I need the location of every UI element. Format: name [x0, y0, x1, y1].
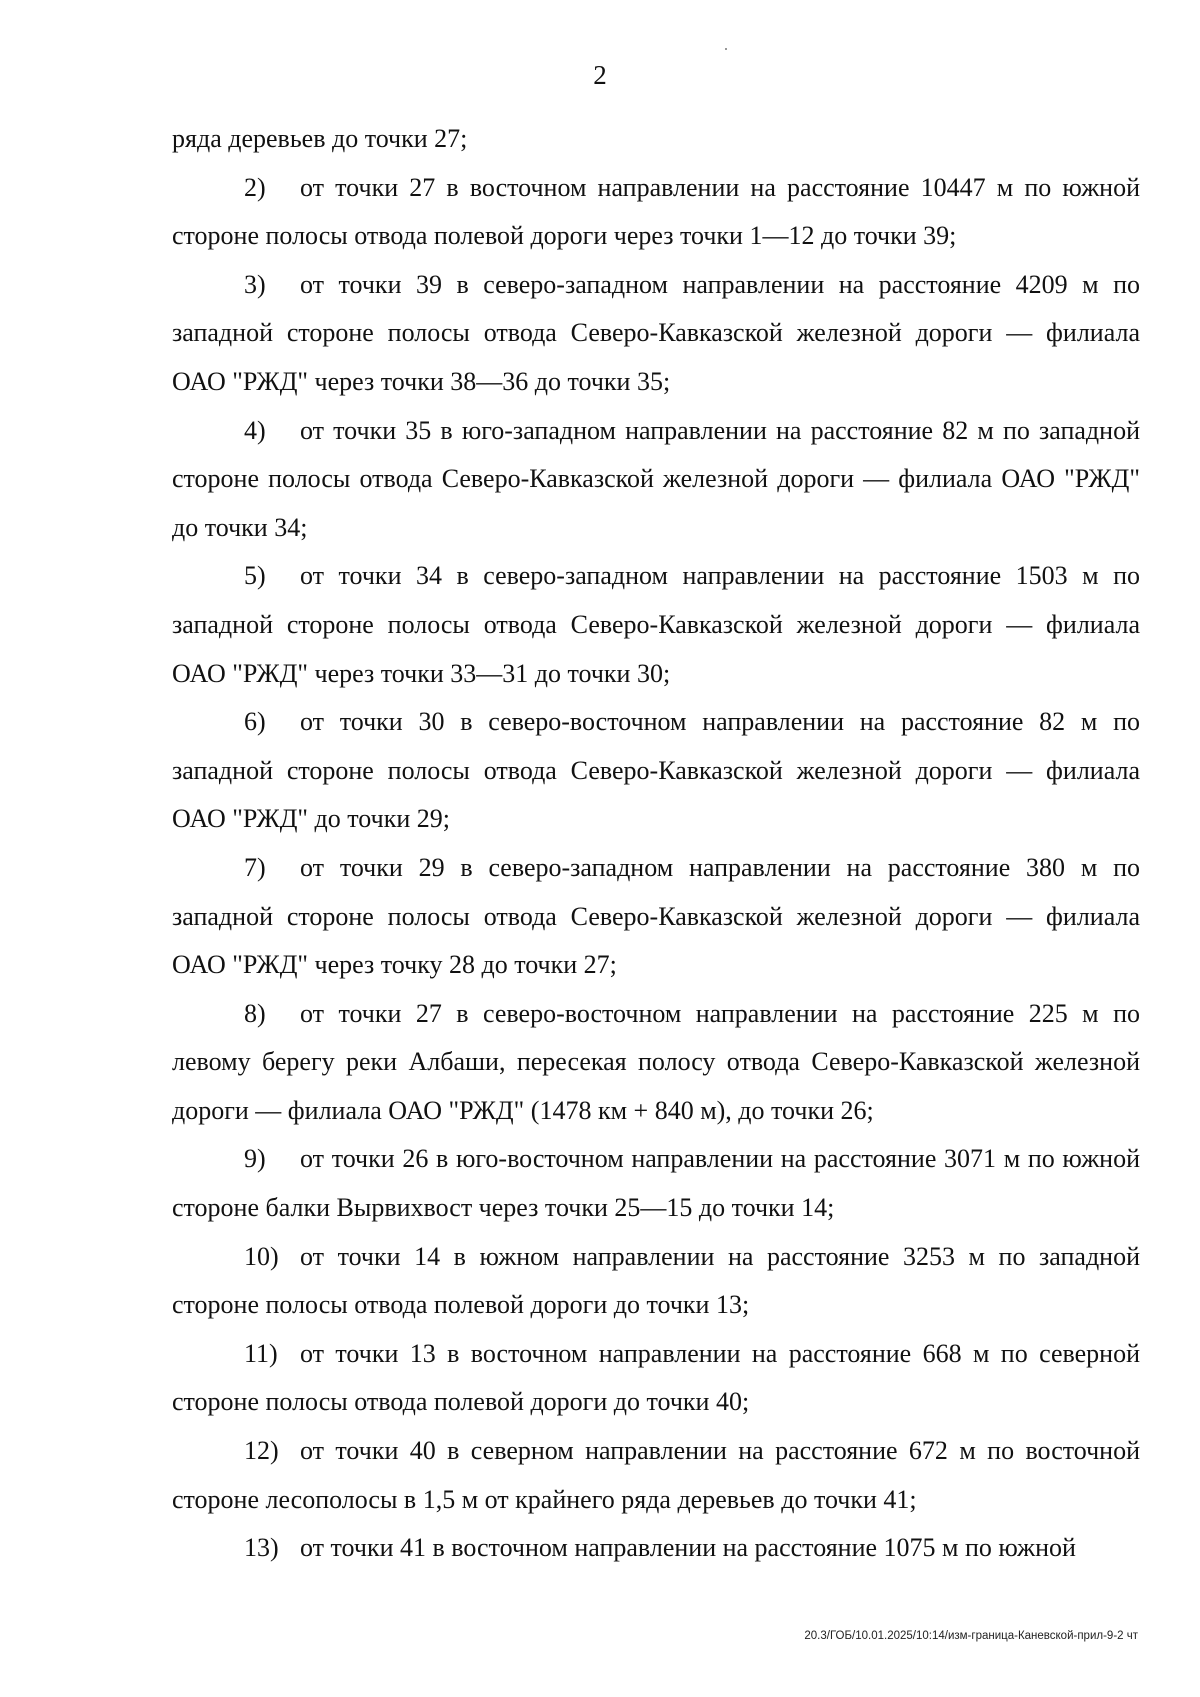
list-item: [172, 990, 1140, 1136]
list-item: [172, 1330, 1140, 1427]
item-text: от точки 26 в юго-восточном направлении на расстояние 3071 м по южной стороне балки Вырвихвост через точки 25—15 до точки 14;: [172, 1144, 1140, 1223]
list-item: [172, 552, 1140, 698]
item-list: [172, 164, 1140, 1573]
item-number: 5): [244, 561, 266, 591]
item-number: 12): [244, 1436, 279, 1466]
item-text: от точки 40 в северном направлении на расстояние 672 м по восточной стороне лесополосы в 1,5 м от крайнего ряда деревьев до точки 41;: [172, 1436, 1140, 1514]
item-number: 13): [244, 1533, 279, 1563]
list-item: [172, 407, 1140, 553]
item-number: 10): [244, 1241, 279, 1271]
document-body: [172, 115, 1140, 1573]
item-number: 11): [244, 1338, 278, 1368]
item-number: 9): [244, 1144, 266, 1174]
list-item: [172, 1233, 1140, 1330]
item-text: от точки 14 в южном направлении на расстояние 3253 м по западной стороне полосы отвода полевой дороги до точки 13;: [172, 1241, 1140, 1320]
list-item: [172, 1427, 1140, 1524]
list-item: [172, 164, 1140, 261]
list-item: [172, 844, 1140, 990]
item-number: 8): [244, 998, 266, 1028]
item-text: от точки 29 в северо-западном направлении на расстояние 380 м по западной стороне полосы отвода Северо-Кавказской железной дороги — филиала ОАО "РЖД" через точку 28 до точки 27;: [172, 852, 1140, 980]
list-item: [172, 1135, 1140, 1232]
item-number: 6): [244, 707, 266, 737]
list-item: [172, 261, 1140, 407]
intro-line: ряда деревьев до точки 27;: [172, 124, 468, 153]
item-text: от точки 30 в северо-восточном направлении на расстояние 82 м по западной стороне полосы отвода Северо-Кавказской железной дороги — филиала ОАО "РЖД" до точки 29;: [172, 707, 1140, 834]
item-text: от точки 27 в северо-восточном направлении на расстояние 225 м по левому берегу реки Албаши, пересекая полосу отвода Северо-Кавказской железной дороги — филиала ОАО "РЖД" (1478 км + 840 м), до точки 26;: [172, 998, 1140, 1125]
item-text: от точки 13 в восточном направлении на расстояние 668 м по северной стороне полосы отвода полевой дороги до точки 40;: [172, 1338, 1140, 1417]
page-number: 2: [593, 60, 607, 90]
footer-reference: 20.3/ГОБ/10.01.2025/10:14/изм-граница-Каневской-прил-9-2 чт: [804, 1630, 1138, 1642]
scan-speck: [725, 48, 727, 50]
item-number: 3): [244, 269, 266, 299]
item-text: от точки 41 в восточном направлении на расстояние 1075 м по южной: [300, 1533, 1076, 1563]
item-text: от точки 34 в северо-западном направлении на расстояние 1503 м по западной стороне полосы отвода Северо-Кавказской железной дороги — филиала ОАО "РЖД" через точки 33—31 до точки 30;: [172, 561, 1140, 688]
item-number: 4): [244, 415, 266, 445]
item-number: 2): [244, 172, 266, 202]
item-text: от точки 39 в северо-западном направлении на расстояние 4209 м по западной стороне полосы отвода Северо-Кавказской железной дороги — филиала ОАО "РЖД" через точки 38—36 до точки 35;: [172, 269, 1140, 396]
item-text: от точки 27 в восточном направлении на расстояние 10447 м по южной стороне полосы отвода полевой дороги через точки 1—12 до точки 39;: [172, 172, 1140, 251]
item-text: от точки 35 в юго-западном направлении на расстояние 82 м по западной стороне полосы отвода Северо-Кавказской железной дороги — филиала ОАО "РЖД" до точки 34;: [172, 415, 1140, 542]
item-number: 7): [244, 852, 266, 882]
list-item: [172, 1524, 1140, 1573]
list-item: [172, 698, 1140, 844]
